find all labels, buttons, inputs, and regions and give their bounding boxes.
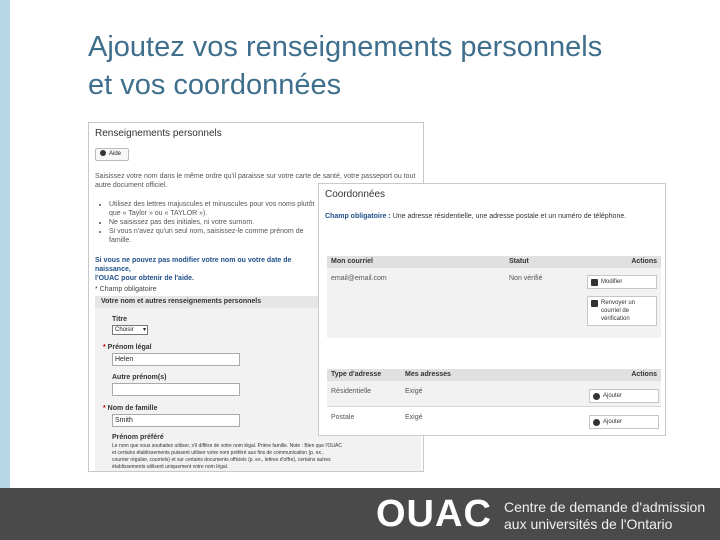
column-header: Mes adresses: [405, 371, 451, 378]
footer-tagline-line1: Centre de demande d'admission: [504, 499, 706, 515]
contact-info-screenshot: [318, 183, 666, 436]
address-type: Résidentielle: [331, 388, 372, 395]
slide-title-line2: et vos coordonnées: [88, 69, 342, 101]
required-text: Une adresse résidentielle, une adresse postale et un numéro de téléphone.: [392, 213, 627, 220]
other-first-name-label: Autre prénom(s): [112, 374, 167, 381]
address-table-header: [327, 369, 661, 381]
footer: [0, 488, 720, 540]
last-name-label: [103, 404, 157, 413]
edit-icon: [591, 279, 598, 286]
required-star: *: [103, 405, 108, 412]
required-note: * Champ obligatoire: [95, 286, 157, 293]
envelope-icon: [591, 300, 598, 307]
contact-heading: Coordonnées: [325, 189, 386, 200]
column-header: Type d'adresse: [331, 371, 382, 378]
edit-email-label: Modifier: [601, 279, 623, 285]
column-header: Actions: [631, 371, 657, 378]
help-button-label: Aide: [109, 151, 122, 157]
address-status: Exigé: [405, 414, 423, 421]
legal-first-name-label: [103, 343, 152, 352]
help-icon: [100, 150, 106, 156]
address-type: Postale: [331, 414, 355, 421]
plus-circle-icon: [593, 419, 600, 426]
legal-first-name-label-text: Prénom légal: [107, 344, 152, 351]
list-item: • Ne saisissez pas des initiales, ni votre surnom.: [109, 218, 323, 227]
section-title: Votre nom et autres renseignements personnels: [95, 296, 421, 308]
address-table-row2: [327, 407, 661, 431]
help-button[interactable]: [95, 148, 129, 161]
ouac-logo: OUAC: [376, 493, 492, 535]
resend-line2: courriel de: [601, 308, 630, 314]
slide-title-line1: Ajoutez vos renseignements personnels: [88, 31, 603, 63]
preferred-name-label: Prénom préféré: [112, 434, 164, 441]
title-select[interactable]: [112, 325, 148, 335]
list-item: • Si vous n'avez qu'un seul nom, saisissez-le comme prénom de famille.: [109, 227, 323, 245]
preferred-name-help: Le nom que vous souhaitez utiliser, s'il diffère de votre nom légal. Prière famille. Note : Bien que l'OUAC et certains établissements puissent utiliser votre nom préféré aux fins de communication (p. ex., courrier régulier, courriels) et sur certains documents officiels (p. ex., lettres d'offre), certains autres établissements utilisent uniquement votre nom légal.: [112, 443, 342, 470]
intro-text: Saisissez votre nom dans le même ordre qu'il paraisse sur votre carte de santé, votre passeport ou tout autre document officiel.: [95, 173, 416, 189]
email-status: Non vérifié: [509, 275, 543, 282]
title-label: Titre: [112, 316, 128, 323]
slide-title: [88, 28, 688, 104]
resend-verification-button[interactable]: [587, 296, 657, 326]
last-name-input[interactable]: Smith: [112, 414, 240, 427]
warning-text: [95, 256, 325, 283]
column-header: Mon courriel: [331, 258, 374, 265]
personal-info-heading: Renseignements personnels: [95, 128, 222, 139]
footer-tagline-line2: aux universités de l'Ontario: [504, 516, 673, 532]
other-first-name-input[interactable]: [112, 383, 240, 396]
warning-line1: Si vous ne pouvez pas modifier votre nom ou votre date de naissance,: [95, 257, 292, 273]
add-postal-label: Ajouter: [603, 419, 623, 425]
add-postal-address-button[interactable]: [589, 415, 659, 429]
resend-line1: Renvoyer un: [601, 300, 636, 306]
address-status: Exigé: [405, 388, 423, 395]
column-header: Statut: [509, 258, 529, 265]
instructions-list: [103, 200, 323, 245]
required-star: *: [103, 344, 108, 351]
resend-line3: vérification: [601, 316, 630, 322]
email-value: email@email.com: [331, 275, 387, 282]
list-item: • Utilisez des lettres majuscules et minuscules pour vos noms plutôt que « Taylor » ou « TAYLOR »).: [109, 200, 323, 218]
title-select-value: Choisir: [115, 327, 134, 333]
edit-email-button[interactable]: [587, 275, 657, 289]
chevron-down-icon: ▾: [142, 327, 146, 333]
warning-line2: l'OUAC pour obtenir de l'aide.: [95, 275, 195, 282]
contact-required-line: [325, 212, 655, 221]
add-residential-label: Ajouter: [603, 393, 623, 399]
column-header: Actions: [631, 258, 657, 265]
email-table-header: [327, 256, 661, 268]
add-residential-address-button[interactable]: [589, 389, 659, 403]
slide-accent-bar: [0, 0, 10, 488]
last-name-label-text: Nom de famille: [107, 405, 158, 412]
email-table-body: [327, 268, 661, 338]
plus-circle-icon: [593, 393, 600, 400]
legal-first-name-input[interactable]: Helen: [112, 353, 240, 366]
required-label: Champ obligatoire :: [325, 213, 391, 220]
